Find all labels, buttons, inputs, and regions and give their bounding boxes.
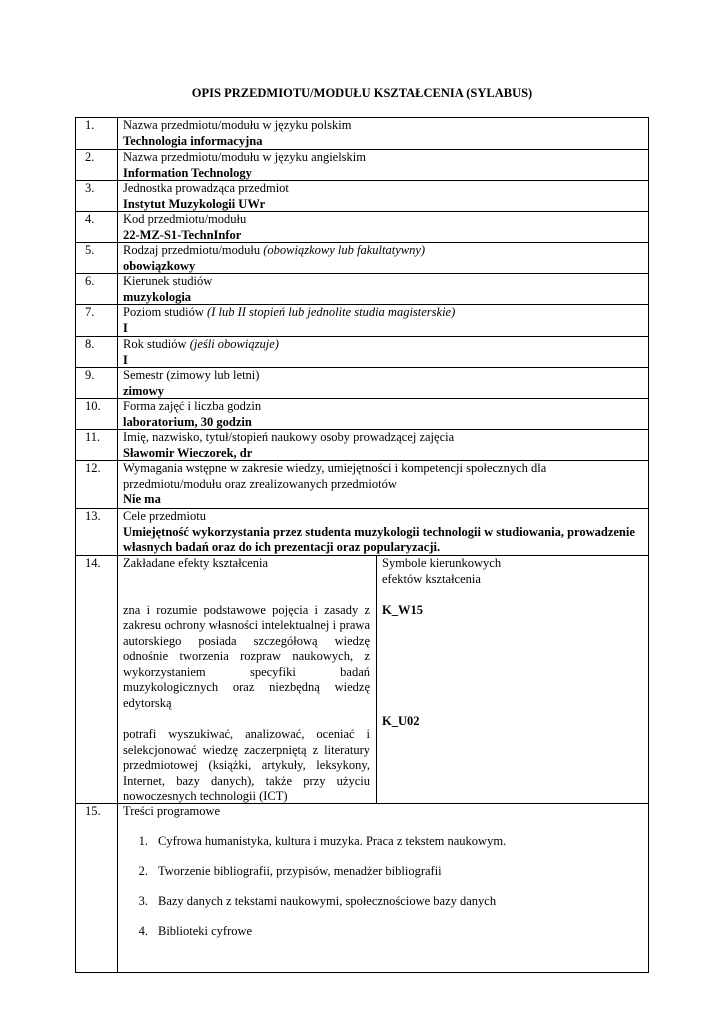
row-label: Cele przedmiotu <box>123 509 206 523</box>
row-number: 5. <box>76 243 118 273</box>
table-row <box>76 399 648 430</box>
table-row <box>76 337 648 368</box>
row-label: Semestr (zimowy lub letni) <box>123 368 260 382</box>
row-label: Forma zajęć i liczba godzin <box>123 399 262 413</box>
row-value: I <box>123 320 128 335</box>
page-title: OPIS PRZEDMIOTU/MODUŁU KSZTAŁCENIA (SYLABUS) <box>191 86 533 100</box>
effects-left-column <box>123 556 370 805</box>
table-row <box>76 305 648 337</box>
row-number: 2. <box>76 150 118 180</box>
content-row <box>76 804 648 972</box>
row-content <box>123 118 642 149</box>
table-row <box>76 181 648 212</box>
row-number: 11. <box>76 430 118 460</box>
row-label: Imię, nazwisko, tytuł/stopień naukowy osoby prowadzącej zajęcia <box>123 430 455 444</box>
effect-description: zna i rozumie podstawowe pojęcia i zasady z zakresu ochrony własności intelektualnej i prawa autorskiego posiada szczegółową wiedzę odnośnie tworzenia rozpraw naukowych, z wykorzystaniem specyfiki badań muzykologicznych oraz niezbędną wiedzę edytorską <box>123 602 370 710</box>
row-value: Technologia informacyjna <box>123 133 263 148</box>
row-number: 8. <box>76 337 118 367</box>
row-content <box>123 461 628 508</box>
symbols-header: Symbole kierunkowych efektów kształcenia <box>382 556 502 586</box>
row-content <box>123 150 642 181</box>
row-content <box>123 337 642 368</box>
column-divider <box>376 556 377 803</box>
row-value: obowiązkowy <box>123 258 196 273</box>
list-item: 2. Tworzenie bibliografii, przypisów, menadżer bibliografii <box>138 864 442 878</box>
row-number: 1. <box>76 118 118 149</box>
row-number: 13. <box>76 509 118 555</box>
row-content <box>123 399 642 430</box>
table-row <box>76 509 648 556</box>
row-label: Nazwa przedmiotu/modułu w języku angielskim <box>123 150 366 164</box>
row-value: Information Technology <box>123 165 252 180</box>
row-value: zimowy <box>123 383 164 398</box>
row-number: 15. <box>76 804 118 972</box>
table-row <box>76 430 648 461</box>
effect-description: potrafi wyszukiwać, analizować, oceniać i selekcjonować wiedzę zaczerpniętą z literatury przedmiotowej (książki, artykuły, leksykony, Internet, bazy danych), także przy użyciu nowoczesnych technologii (ICT) <box>123 727 370 803</box>
row-content <box>123 368 642 399</box>
row-value: Nie ma <box>123 492 161 506</box>
effects-right-column <box>382 556 612 729</box>
row-number: 6. <box>76 274 118 304</box>
row-content <box>123 243 642 274</box>
row-label: Jednostka prowadząca przedmiot <box>123 181 289 195</box>
table-row <box>76 243 648 274</box>
row-label: Nazwa przedmiotu/modułu w języku polskim <box>123 118 352 132</box>
row-label: Rodzaj przedmiotu/modułu (obowiązkowy lub fakultatywny) <box>123 243 426 257</box>
row-label: Treści programowe <box>123 804 221 818</box>
list-item: 4. Biblioteki cyfrowe <box>138 924 253 938</box>
row-value: Sławomir Wieczorek, dr <box>123 445 253 460</box>
table-row <box>76 212 648 243</box>
effect-symbol: K_W15 <box>382 603 423 617</box>
table-row <box>76 274 648 305</box>
row-value: laboratorium, 30 godzin <box>123 414 252 429</box>
row-label: Rok studiów (jeśli obowiązuje) <box>123 337 279 351</box>
table-row <box>76 461 648 509</box>
syllabus-table <box>75 117 649 973</box>
row-value: 22-MZ-S1-TechnInfor <box>123 227 242 242</box>
row-content <box>123 305 642 336</box>
row-label: Poziom studiów (I lub II stopień lub jednolite studia magisterskie) <box>123 305 456 319</box>
row-value: Instytut Muzykologii UWr <box>123 196 266 211</box>
row-value: muzykologia <box>123 289 192 304</box>
effect-symbol: K_U02 <box>382 713 420 728</box>
row-content <box>123 509 642 556</box>
effects-header: Zakładane efekty kształcenia <box>123 556 269 570</box>
row-number: 10. <box>76 399 118 429</box>
row-content <box>123 181 642 212</box>
table-row <box>76 118 648 150</box>
row-content <box>123 212 642 243</box>
topics-list <box>123 834 506 954</box>
row-label: Kierunek studiów <box>123 274 213 288</box>
row-number: 4. <box>76 212 118 242</box>
row-value: Umiejętność wykorzystania przez studenta muzykologii technologii w studiowania, prowadzenie własnych badań oraz do ich prezentacji oraz popularyzacji. <box>123 524 635 554</box>
row-number: 9. <box>76 368 118 398</box>
table-row <box>76 150 648 181</box>
row-label: Wymagania wstępne w zakresie wiedzy, umiejętności i kompetencji społecznych dla przedmiotu/modułu oraz zrealizowanych przedmiotów <box>123 461 547 491</box>
row-number: 12. <box>76 461 118 508</box>
row-label: Kod przedmiotu/modułu <box>123 212 247 226</box>
table-row <box>76 368 648 399</box>
row-value: I <box>123 352 128 367</box>
effects-row <box>76 556 648 804</box>
row-number: 7. <box>76 305 118 336</box>
row-content <box>123 430 642 461</box>
row-number: 3. <box>76 181 118 211</box>
row-content <box>123 804 642 820</box>
list-item: 1. Cyfrowa humanistyka, kultura i muzyka. Praca z tekstem naukowym. <box>138 834 507 848</box>
list-item: 3. Bazy danych z tekstami naukowymi, społecznościowe bazy danych <box>138 894 497 908</box>
row-number: 14. <box>76 556 118 803</box>
row-content <box>123 274 642 305</box>
